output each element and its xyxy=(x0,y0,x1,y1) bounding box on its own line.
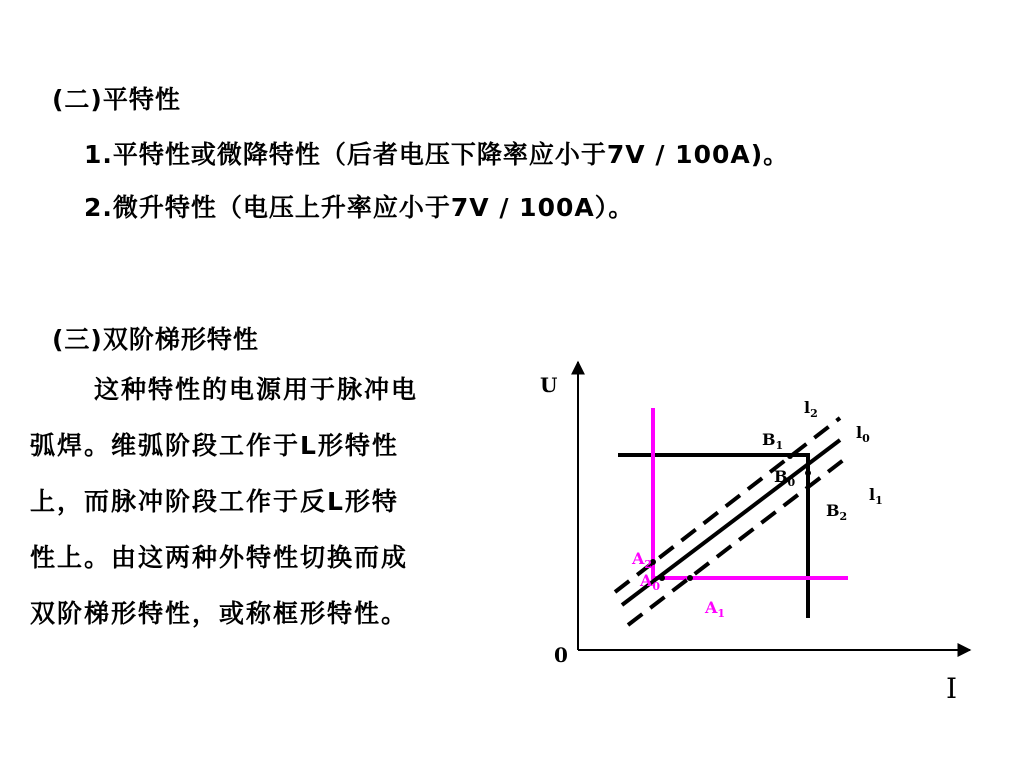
label-l0: $l_0$ xyxy=(856,423,870,445)
section2-heading: (二)平特性 xyxy=(52,85,181,114)
paragraph-line: 上，而脉冲阶段工作于反L形特 xyxy=(30,487,399,516)
paragraph-line: 双阶梯形特性，或称框形特性。 xyxy=(30,599,409,628)
label-l1: $l_1$ xyxy=(869,485,883,507)
load-line-l1 xyxy=(628,455,850,625)
point-b1 xyxy=(787,453,793,459)
y-axis-label: U xyxy=(540,373,558,397)
paragraph-line: 弧焊。维弧阶段工作于L形特性 xyxy=(30,431,399,460)
label-b2: $B_2$ xyxy=(826,501,848,523)
label-a2: $A_2$ xyxy=(632,549,653,571)
label-a0: $A_0$ xyxy=(640,571,661,593)
label-a1: $A_1$ xyxy=(705,598,726,620)
label-b1: $B_1$ xyxy=(762,430,784,452)
paragraph-line: 性上。由这两种外特性切换而成 xyxy=(30,543,409,572)
section3-heading: (三)双阶梯形特性 xyxy=(52,325,259,354)
point-a1 xyxy=(687,575,693,581)
section2-item1: 1.平特性或微降特性（后者电压下降率应小于7V / 100A)。 xyxy=(84,140,790,169)
paragraph-line: 这种特性的电源用于脉冲电 xyxy=(94,375,419,404)
label-b0: $B_0$ xyxy=(774,467,796,489)
point-b0 xyxy=(805,470,811,476)
section2-item2: 2.微升特性（电压上升率应小于7V / 100A）。 xyxy=(84,193,635,222)
origin-label: 0 xyxy=(554,643,568,667)
x-axis-label: I xyxy=(946,672,958,705)
label-l2: $l_2$ xyxy=(804,398,818,420)
